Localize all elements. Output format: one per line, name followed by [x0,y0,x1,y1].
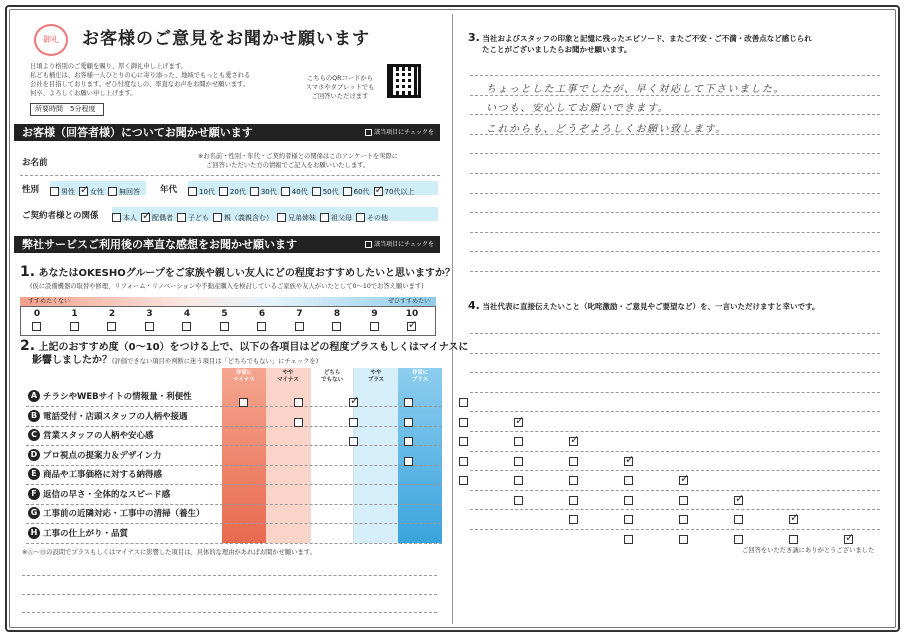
row-divider [26,523,442,524]
relation-option[interactable] [112,211,137,225]
checkbox-icon[interactable] [219,187,228,196]
q3-answer-line: いつも、安心してお願いできます。 [486,103,670,114]
q2-item-label [28,488,170,500]
age-option[interactable] [250,185,277,199]
option-label: 30代 [260,187,277,196]
option-label: 子ども [188,213,209,222]
item-text: 工事前の近隣対応・工事中の清掃（養生） [43,509,205,519]
item-badge-icon: D [28,449,40,461]
column-header: やや プラス [367,370,385,383]
qr-caption-line: スマホやタブレットでも [305,84,375,91]
q2-subtitle: (評価できない項目や判断に迷う項目は「どちらでもない」にチェックを) [112,358,319,365]
answer-line [470,193,880,194]
checkbox-icon [365,241,372,248]
rating-checkbox[interactable] [789,535,798,544]
q2-title-line: 2. 上記のおすすめ度（0〜10）をつける上で、以下の各項目はどの程度プラスもしくはマイナスに [20,338,469,354]
q3-answer-line: ちょっとした工事でしたが、早く対応して下さいました。 [486,84,785,95]
scale-number: 0 [33,309,41,319]
age-option[interactable] [281,185,308,199]
rating-checkbox[interactable] [514,476,523,485]
rating-checkbox[interactable] [514,437,523,446]
checkbox-icon[interactable] [343,187,352,196]
name-line [20,175,440,176]
answer-line [470,75,880,76]
section1-note: 該当項目にチェックを [365,128,434,137]
age-label: 年代 [160,185,178,195]
rating-checkbox[interactable] [404,398,413,407]
q2-item-label [28,507,205,519]
answer-line [470,173,880,174]
age-option[interactable] [343,185,370,199]
answer-line [22,612,437,613]
col-bg-very-negative [222,368,266,543]
row-divider [26,445,442,446]
checkbox-icon[interactable] [250,187,259,196]
scale-number: 3 [146,309,153,319]
rating-checkbox[interactable] [459,398,468,407]
rating-checkbox[interactable] [569,476,578,485]
option-label: 60代 [353,187,370,196]
item-text: 電話受付・店頭スタッフの人柄や接遇 [43,411,188,422]
q1-text: あなたはOKESHOグループをご家族や親しい友人にどの程度おすすめしたいと思いますか？ [38,268,455,279]
scale-number: 4 [183,309,191,319]
scale-checkbox[interactable] [257,322,266,331]
answer-line [470,153,880,154]
checkbox-icon[interactable] [277,213,286,222]
rating-checkbox[interactable] [679,476,688,485]
section2-note: 該当項目にチェックを [365,240,434,249]
option-label: 祖父母 [331,213,352,222]
q2-footnote: ※Ⓐ〜Ⓗの設問でプラスもしくはマイナスに影響した項目は、具体的な理由があればお聞かせ願います。 [22,549,316,556]
rating-checkbox[interactable] [459,457,468,466]
time-required: 所要時間 5分程度 [30,103,104,116]
checkbox-icon[interactable] [281,187,290,196]
answer-line [470,470,880,471]
rating-checkbox[interactable] [624,496,633,505]
age-option[interactable] [219,185,246,199]
q3-title-line: たことがございましたらお聞かせ願います。 [482,45,632,54]
scale-checkbox[interactable] [407,322,416,331]
section2-header [14,236,440,253]
rating-checkbox[interactable] [404,437,413,446]
relation-option[interactable] [213,211,273,225]
intro-line: 会社を目指しております。ぜひ忖度なしの、率直なお声をお聞かせ願います。 [30,81,250,88]
qr-code-icon[interactable] [387,64,421,98]
row-divider [26,484,442,485]
rating-checkbox[interactable] [569,515,578,524]
scale-checkbox[interactable] [295,322,304,331]
q2-item-label [28,429,154,441]
answer-line [470,372,880,373]
answer-line [470,529,880,530]
checkbox-icon[interactable] [320,213,329,222]
col-bg-very-positive [398,368,442,543]
item-text: 返信の早さ・全体的なスピード感 [43,489,171,500]
option-label: その他 [367,213,388,222]
q3-number: 3. [468,31,480,44]
option-label: 50代 [322,187,339,196]
option-label: 20代 [229,187,246,196]
rating-checkbox[interactable] [569,457,578,466]
scale-number: 1 [71,309,78,319]
rating-checkbox[interactable] [239,398,248,407]
q4-number: 4. [468,299,480,312]
scale-number: 5 [221,309,228,319]
item-badge-icon: E [28,468,40,480]
rating-checkbox[interactable] [734,515,743,524]
option-label: 親（義親含む） [224,213,273,222]
checkbox-icon[interactable] [112,213,121,222]
answer-line [470,431,880,432]
relation-options [112,207,438,221]
relation-option[interactable] [141,211,173,225]
q1-subtitle: (仮に設備機器の取替や修理、リフォーム・リノベーションや不動産購入を検討しているご家族や友人がいたとして0〜10でお答え願います) [30,283,424,290]
rating-checkbox[interactable] [624,515,633,524]
intro-line: 何卒、よろしくお願い申し上げます。 [30,90,137,97]
option-label: 無回答 [119,187,140,196]
gender-option[interactable] [50,185,75,199]
rating-checkbox[interactable] [349,437,358,446]
rating-checkbox[interactable] [624,476,633,485]
qr-caption-line: こちらのQRコードから [306,75,373,82]
checkbox-icon[interactable] [188,187,197,196]
checkbox-icon[interactable] [141,213,150,222]
q2-title-line: 影響しましたか？(評価できない項目や判断に迷う項目は「どちらでもない」にチェックを) [32,355,319,366]
row-divider [26,543,442,544]
rating-checkbox[interactable] [844,535,853,544]
relation-option[interactable] [277,211,316,225]
option-label: 配偶者 [152,213,173,222]
center-divider [452,14,453,624]
age-option[interactable] [188,185,215,199]
rating-checkbox[interactable] [569,437,578,446]
privacy-note-line: ご回答いただいた方の情報でご記入をお願いいたします。 [206,162,370,169]
checkbox-icon[interactable] [312,187,321,196]
q2-item-label [28,527,128,539]
q2-item-label [28,390,192,402]
scale-high-label: ぜひすすめたい [387,298,430,305]
relation-option[interactable] [320,211,352,225]
gender-options [50,181,146,195]
row-divider [26,406,442,407]
q1-title [20,264,455,280]
checkbox-icon[interactable] [177,213,186,222]
scale-checkbox[interactable] [220,322,229,331]
relation-label: ご契約者様との関係 [22,211,99,221]
rating-checkbox[interactable] [459,437,468,446]
scale-checkbox[interactable] [70,322,79,331]
scale-number: 6 [258,309,266,319]
closing-message: ご回答をいただき誠にありがとうございました [742,547,875,554]
rating-checkbox[interactable] [404,418,413,427]
answer-line [470,251,880,252]
q3-title-line: 3. 当社およびスタッフの印象と記憶に残ったエピソード、またご不安・ご不満・改善点など感じられ [468,31,812,44]
q4-title: 4. 当社代表に直接伝えたいこと（叱咤激励・ご意見やご要望など）を、一言いただけますと幸いです。 [468,299,820,312]
q2-item-label [28,449,161,461]
option-label: 本人 [123,213,137,222]
option-label: 70代以上 [384,187,415,196]
col-bg-negative [266,368,310,543]
column-header: 非常に マイナス [233,370,255,383]
rating-checkbox[interactable] [349,418,358,427]
answer-line [470,411,880,412]
privacy-note-line: ※お名前・性別・年代・ご契約者様との関係はこのアンケートを実際に [198,153,399,160]
option-label: 女性 [90,187,104,196]
section2-title: 弊社サービスご利用後の率直な感想をお聞かせ願います [22,238,297,251]
rating-checkbox[interactable] [679,515,688,524]
privacy-note [198,152,438,170]
q1-scale-bar [20,297,436,306]
option-label: 10代 [199,187,215,196]
answer-line [470,333,880,334]
item-badge-icon: A [28,390,40,402]
rating-checkbox[interactable] [734,496,743,505]
checkbox-icon[interactable] [50,187,59,196]
col-bg-positive [354,368,398,543]
item-text: プロ視点の提案力＆デザイン力 [43,450,162,461]
checkbox-icon[interactable] [79,187,88,196]
gender-option[interactable] [108,185,140,199]
scale-number: 7 [296,309,303,319]
answer-line [470,212,880,213]
scale-number: 8 [333,309,341,319]
qr-caption [290,74,390,101]
rating-checkbox[interactable] [679,496,688,505]
q3-answer-line: これからも、どうぞよろしくお願い致します。 [486,124,727,135]
scale-number: 9 [371,309,378,319]
item-badge-icon: B [28,410,40,422]
q2-item-label [28,468,162,480]
checkbox-icon [365,129,372,136]
thanks-stamp-icon: 御礼 [34,24,68,56]
q3-title [468,32,812,55]
scale-low-label: すすめたくない [28,298,71,305]
rating-checkbox[interactable] [679,535,688,544]
option-label: 40代 [291,187,308,196]
item-text: チラシやWEBサイトの情報量・利便性 [43,392,192,402]
column-header: どちら でもない [320,370,343,383]
scale-number: 10 [405,309,419,319]
rating-checkbox[interactable] [789,515,798,524]
scale-checkbox[interactable] [107,322,116,331]
rating-checkbox[interactable] [514,496,523,505]
rating-checkbox[interactable] [734,535,743,544]
answer-line [470,451,880,452]
answer-line [470,353,880,354]
rating-checkbox[interactable] [624,535,633,544]
name-label: お名前 [22,158,48,168]
q2-number: 2. [20,338,36,354]
answer-line [470,114,880,115]
gender-label: 性別 [22,185,40,195]
answer-line [22,594,437,595]
qr-caption-line: ご回答いただけます [311,93,369,100]
relation-option[interactable] [356,211,388,225]
option-label: 兄弟姉妹 [288,213,316,222]
row-divider [26,504,442,505]
answer-line [470,392,880,393]
checkbox-icon[interactable] [108,187,117,196]
answer-line [470,232,880,233]
rating-checkbox[interactable] [404,457,413,466]
scale-checkbox[interactable] [145,322,154,331]
rating-checkbox[interactable] [294,418,303,427]
age-option[interactable] [374,185,415,199]
item-text: 営業スタッフの人柄や安心感 [43,431,154,441]
row-divider [26,465,442,466]
item-badge-icon: F [28,488,40,500]
q2-item-label [28,410,188,422]
option-label: 男性 [61,187,75,196]
checkbox-icon[interactable] [213,213,222,222]
answer-line [470,490,880,491]
relation-option[interactable] [177,211,209,225]
col-bg-neutral [310,368,354,543]
q2-title [20,340,468,367]
rating-checkbox[interactable] [459,418,468,427]
answer-line [470,271,880,272]
rating-checkbox[interactable] [349,398,358,407]
checkbox-icon[interactable] [356,213,365,222]
section1-header [14,124,440,141]
q1-scale [20,306,436,336]
item-badge-icon: G [28,507,40,519]
scale-number: 2 [108,309,116,319]
q1-number: 1. [20,264,36,280]
age-option[interactable] [312,185,339,199]
gender-option[interactable] [79,185,104,199]
rating-checkbox[interactable] [624,457,633,466]
item-badge-icon: C [28,429,40,441]
scale-checkbox[interactable] [332,322,341,331]
rating-checkbox[interactable] [294,398,303,407]
age-options [188,181,438,195]
row-divider [26,426,442,427]
intro-line: 私ども桶庄は、お客様一人ひとりの心に寄り添った、地域でもっとも愛される [30,72,251,79]
rating-checkbox[interactable] [514,418,523,427]
survey-title: お客様のご意見をお聞かせ願います [82,29,370,49]
column-header: やや マイナス [277,370,299,383]
item-text: 商品や工事価格に対する納得感 [43,470,163,480]
section1-title: お客様（回答者様）についてお聞かせ願います [22,126,253,139]
rating-checkbox[interactable] [569,496,578,505]
item-badge-icon: H [28,527,40,539]
scale-checkbox[interactable] [32,322,41,331]
rating-checkbox[interactable] [459,476,468,485]
answer-line [22,575,437,576]
intro-text [30,62,305,98]
answer-line [470,509,880,510]
intro-line: 日頃より格別のご愛顧を賜り、厚く御礼申し上げます。 [30,63,187,70]
item-text: 工事の仕上がり・品質 [43,528,129,539]
checkbox-icon[interactable] [374,187,383,196]
rating-checkbox[interactable] [514,457,523,466]
scale-checkbox[interactable] [370,322,379,331]
scale-checkbox[interactable] [182,322,191,331]
column-header: 非常に プラス [411,370,429,383]
